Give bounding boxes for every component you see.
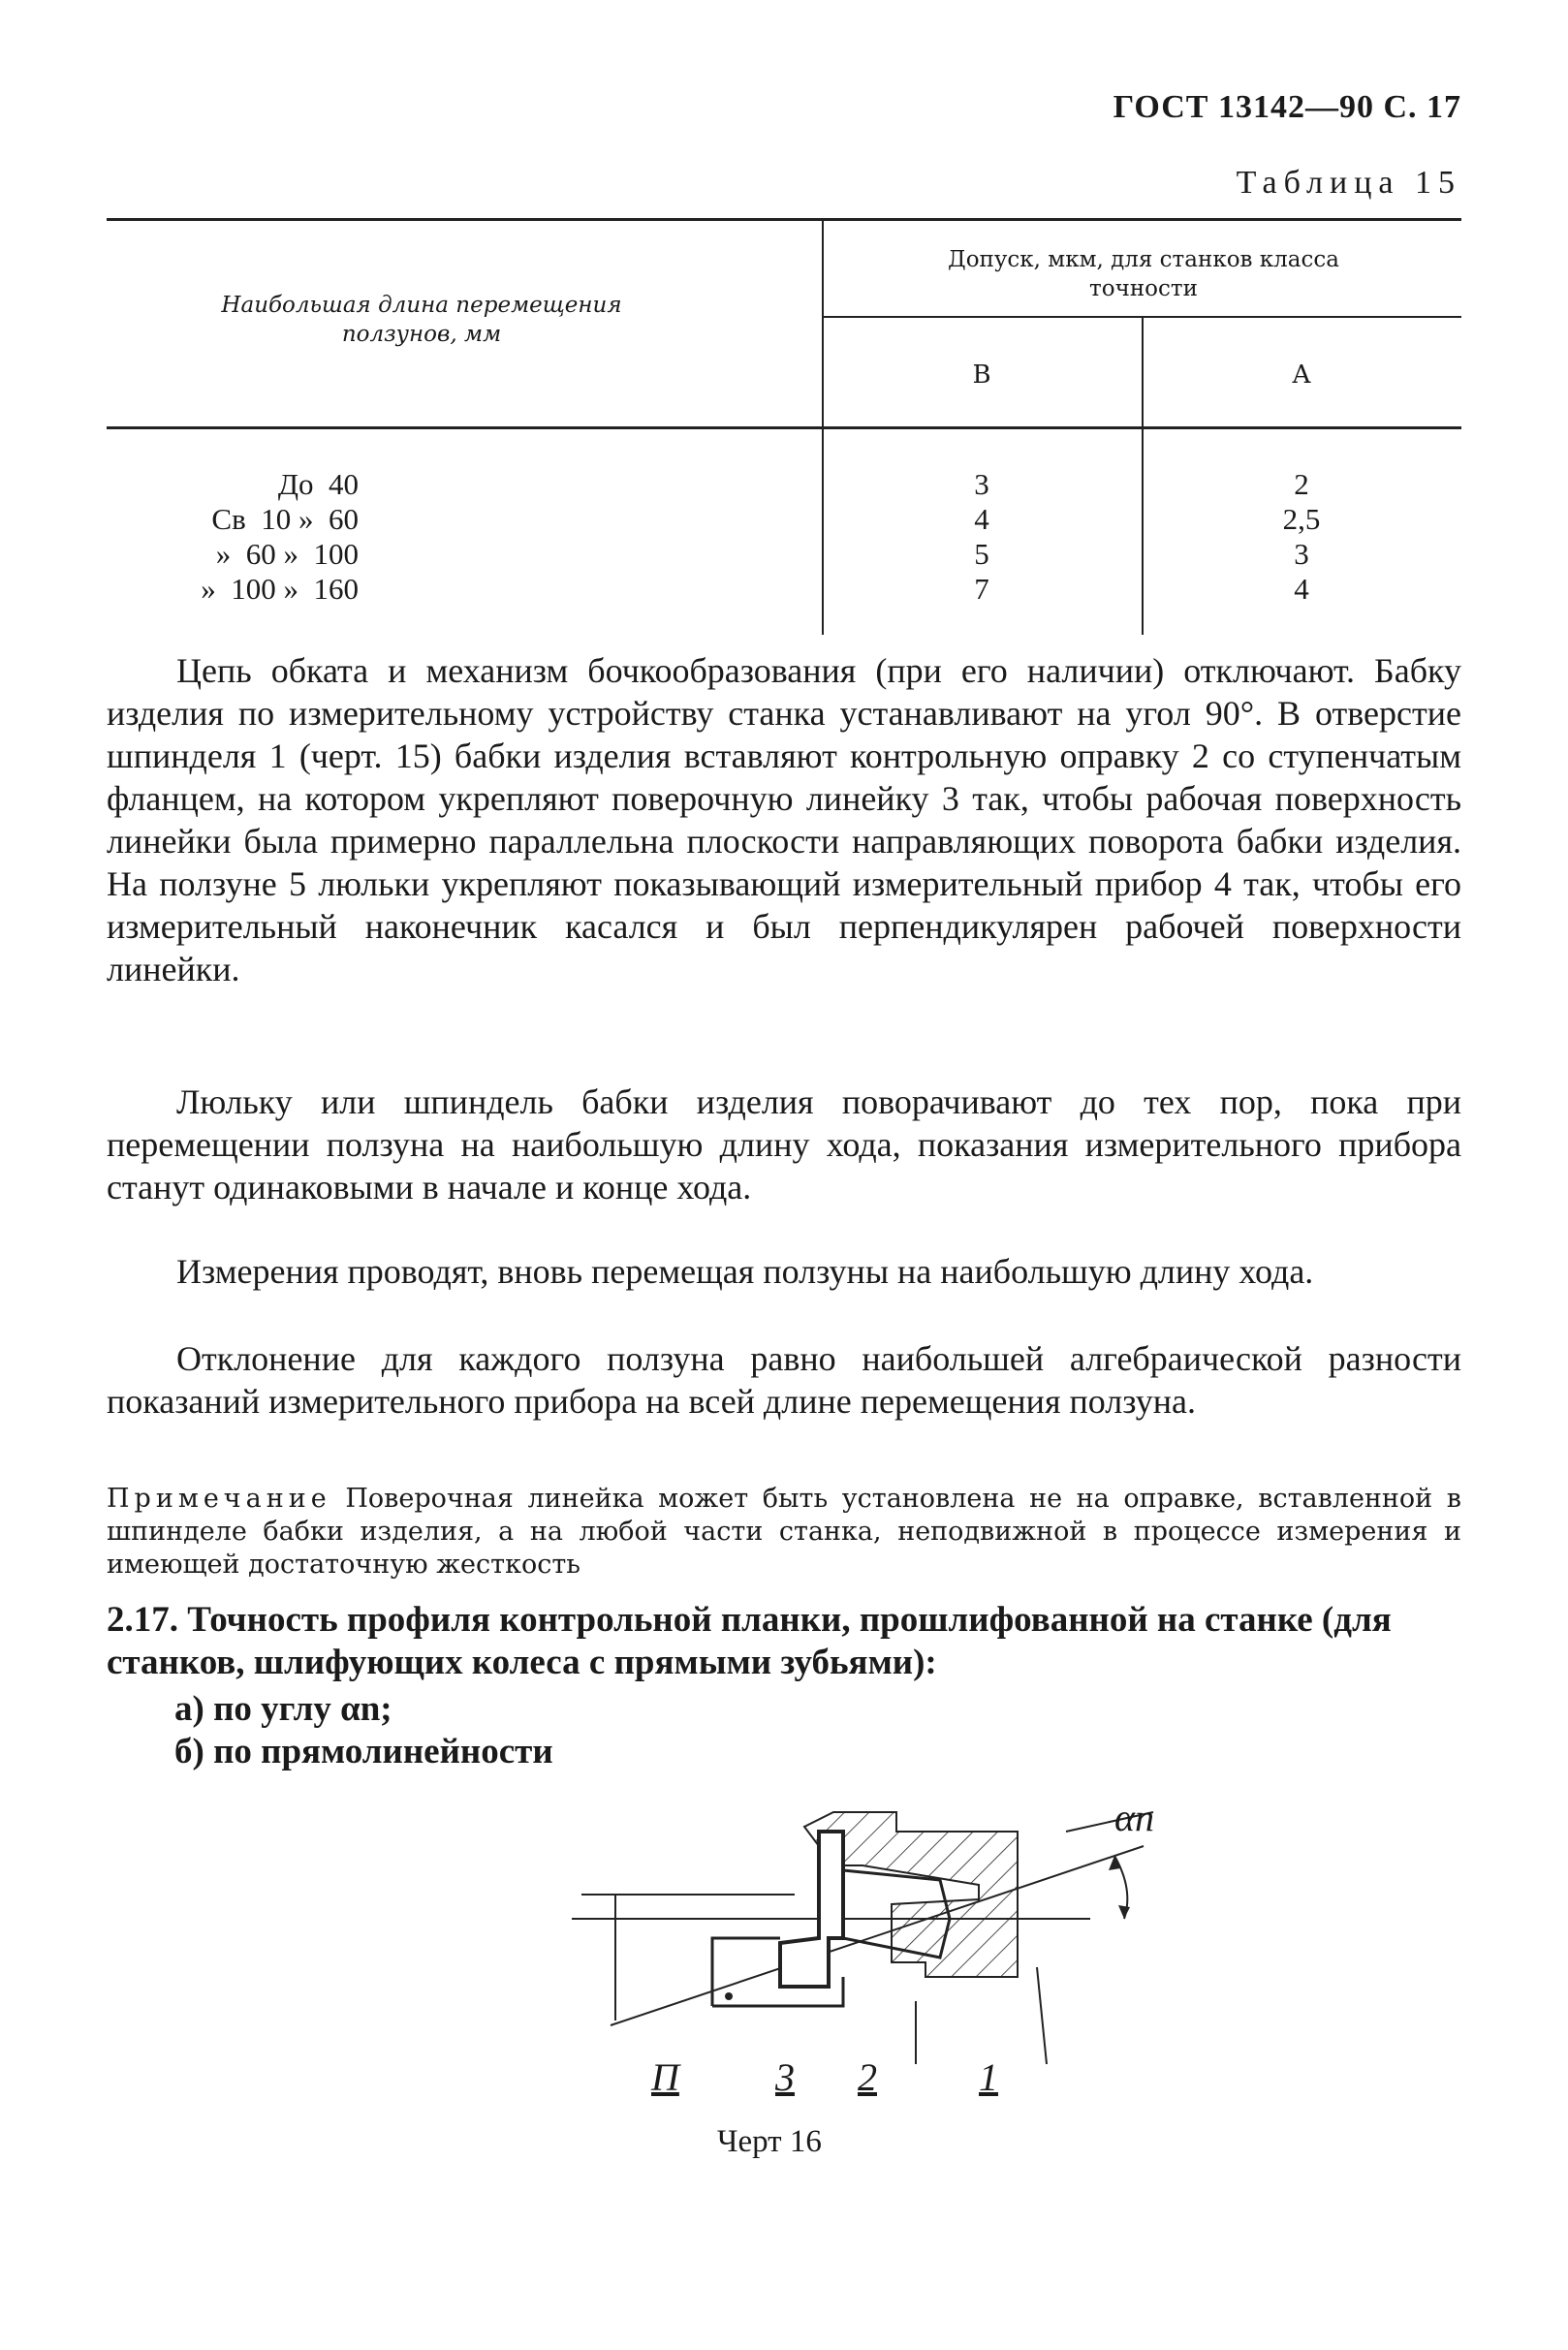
- row-1-b: 3: [974, 467, 989, 501]
- paragraph-4: Отклонение для каждого ползуна равно наибольшей алгебраической разности показаний измерительного прибора на всей длине перемещения ползуна.: [107, 1339, 1461, 1421]
- row-2-a: 2,5: [1282, 502, 1321, 536]
- note: [107, 1483, 1461, 1582]
- mandrel: [780, 1832, 843, 1987]
- col-b-header: В: [972, 360, 991, 390]
- label-p: П: [651, 2055, 679, 2099]
- paragraph-1: Цепь обката и механизм бочкообразования (при его наличии) отключают. Бабку изделия по измерительному устройству станка устанавливают на угол 90°. В отверстие шпинделя 1 (черт. 15) бабки изделия вставляют контрольную оправку 2 со ступенчатым фланцем, на котором укрепляют поверочную линейку 3 так, чтобы рабочая поверхность линейки была примерно параллельна плоскости направляющих поворота бабки изделия. На ползуне 5 люльки укрепляют показывающий измерительный прибор 4 так, чтобы его измерительный наконечник касался и был перпендикулярен рабочей поверхности линейки.: [107, 651, 1461, 988]
- row-3-b: 5: [974, 537, 989, 571]
- label-3: 3: [775, 2055, 795, 2099]
- label-1: 1: [979, 2055, 998, 2099]
- row-4-range: » 100 » 160: [201, 572, 359, 606]
- row-1-a: 2: [1294, 467, 1309, 501]
- note-label: Примечание: [107, 1484, 331, 1514]
- section-heading: 2.17. Точность профиля контрольной планки, прошлифованной на станке (для станков, шлифующих колеса с прямыми зубьями):: [107, 1600, 1392, 1682]
- table-top-rule: [107, 218, 1461, 221]
- row-4-a: 4: [1294, 572, 1309, 606]
- row-3-a: 3: [1294, 537, 1309, 571]
- row-3-range: » 60 » 100: [215, 537, 359, 571]
- angle-label: αn: [1114, 1796, 1154, 1839]
- tolerance-group-header: Допуск, мкм, для станков класса точности: [948, 247, 1339, 301]
- section-item-b: б) по прямолинейности: [174, 1732, 553, 1771]
- label-2: 2: [858, 2055, 877, 2099]
- section-item-a: а) по углу αn;: [174, 1689, 392, 1729]
- row-1-range: До 40: [277, 467, 359, 501]
- paragraph-2: Люльку или шпиндель бабки изделия поворачивают до тех пор, пока при перемещении ползуна на наибольшую длину хода, показания измерительного прибора станут одинаковыми в начале и конце хода.: [107, 1082, 1461, 1206]
- row-2-range: Св 10 » 60: [211, 502, 359, 536]
- note-text: Поверочная линейка может быть установлена не на оправке, вставленной в шпинделе бабки изделия, а на любой части станка, неподвижной в процессе измерения и имеющей достаточную жесткость: [107, 1484, 1461, 1580]
- page-header: ГОСТ 13142—90 С. 17: [1113, 89, 1461, 125]
- row-2-b: 4: [974, 502, 989, 536]
- row-4-b: 7: [974, 572, 989, 606]
- figure-caption: Черт 16: [717, 2124, 822, 2159]
- table-caption: Таблица 15: [1236, 165, 1461, 201]
- paragraph-3: Измерения проводят, вновь перемещая ползуны на наибольшую длину хода.: [176, 1252, 1314, 1291]
- col1-header: Наибольшая длина перемещения ползунов, мм: [221, 293, 622, 347]
- header-bottom-rule: [107, 426, 1461, 429]
- col-a-header: А: [1292, 360, 1311, 390]
